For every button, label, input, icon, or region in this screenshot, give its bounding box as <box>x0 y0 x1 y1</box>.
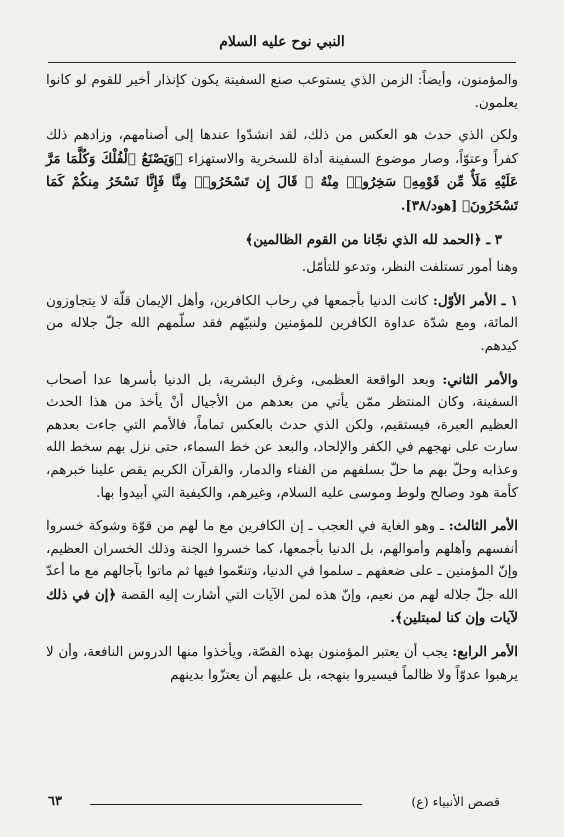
item-text: وبعد الواقعة العظمى، وغرق البشرية، بل الدنيا بأسرها عدا أصحاب السفينة، وكان المنتظر ممّن يأتي من بعدهم من الأجيال أنْ يأخذ من هذا الحدث العظيم العبرة، فيستقيم، ولكن الذي حدث بالعكس تماماً، فالأمم التي جاءت بعدهم سارت على نهجهم في الكفر والإلحاد، والبعد عن خط السماء، حتى نزل بهم سخط الله وعذابه وحلّ بهم ما حلّ بسلفهم من الفناء والدمار، والقرآن الكريم يقص علينا خبرهم، كأمة هود وصالح ولوط وموسى عليه السلام، وغيرهم، والكيفية التي أبيدوا بها. <box>46 372 518 501</box>
quran-verse: ﴿إن في ذلك لآيات وإن كنا لمبتلين﴾. <box>46 586 518 627</box>
list-item <box>46 641 518 687</box>
header-rule <box>48 62 516 63</box>
body-text <box>46 70 518 697</box>
quran-verse: ﴿وَيَصْنَعُ ٱلْفُلْكَ وَكُلَّمَا مَرَّ عَلَيْهِ مَلَأٌ مِّن قَوْمِهِۦ سَخِرُوا۟ مِنْهُ ۚ قَالَ إِن تَسْخَرُوا۟ مِنَّا فَإِنَّا نَسْخَرُ مِنكُمْ كَمَا تَسْخَرُونَ﴾ [هود/٣٨]. <box>46 150 518 214</box>
paragraph: وهنا أمور تستلفت النظر، وتدعو للتأمّل. <box>301 260 518 276</box>
item-label: ١ ـ الأمر الأوّل: <box>432 292 518 309</box>
item-text: يجب أن يعتبر المؤمنون بهذه القصّة، ويأخذوا منها الدروس النافعة، وأن لا يرهبوا عدوّاً ولا ظالماً فيسيروا بنهجه، بل عليهم أن يعتزّوا بدينهم <box>46 645 518 683</box>
section-heading: ٣ ـ ﴿الحمد لله الذي نجّانا من القوم الظالمين﴾ <box>245 231 502 248</box>
footer-rule <box>90 804 362 805</box>
item-label: الأمر الثالث: <box>448 518 518 535</box>
item-label: والأمر الثاني: <box>442 371 518 388</box>
list-item <box>46 290 518 359</box>
list-item <box>46 369 518 506</box>
paragraph <box>46 125 518 218</box>
item-text: كانت الدنيا بأجمعها في رحاب الكافرين، وأهل الإيمان قلّة لا يتجاوزون المائة، ومع شدّة عداوة الكافرين للمؤمنين ولنبيّهم فقد سلّمهم الله جلّ جلاله من كيدهم. <box>46 293 518 354</box>
paragraph-text: ولكن الذي حدث هو العكس من ذلك، لقد انشدّوا عندها إلى أصنامهم، وزادهم ذلك كفراً وعتوّاً، وصار موضوع السفينة أداة للسخرية والاستهزاء <box>46 128 518 167</box>
footer-book-title: قصص الأنبياء (ع) <box>411 794 500 809</box>
paragraph: والمؤمنون، وأيضاً: الزمن الذي يستوعب صنع السفينة يكون كإنذار أخير للقوم لو كانوا يعلمون. <box>46 73 518 111</box>
list-item <box>46 515 518 631</box>
item-text: ـ وهو الغاية في العجب ـ إن الكافرين مع ما لهم من قوّة وشوكة خسروا أنفسهم وأهلهم وأموالهم، بل الدنيا بأجمعها، كما خسروا الجنة وذلك الخسران العظيم، وإنّ المؤمنين ـ على ضعفهم ـ سلموا في الدنيا، وتنعّموا فيها ثم ماتوا بآجالهم مع ما أعدّ الله جلّ جلاله لهم من نعيم، وإنّ هذه لمن الآيات التي أشارت إليه القصة <box>46 519 518 603</box>
item-label: الأمر الرابع: <box>452 644 518 661</box>
page-title: النبي نوح عليه السلام <box>219 34 345 50</box>
page-number: ٦٣ <box>48 794 62 809</box>
